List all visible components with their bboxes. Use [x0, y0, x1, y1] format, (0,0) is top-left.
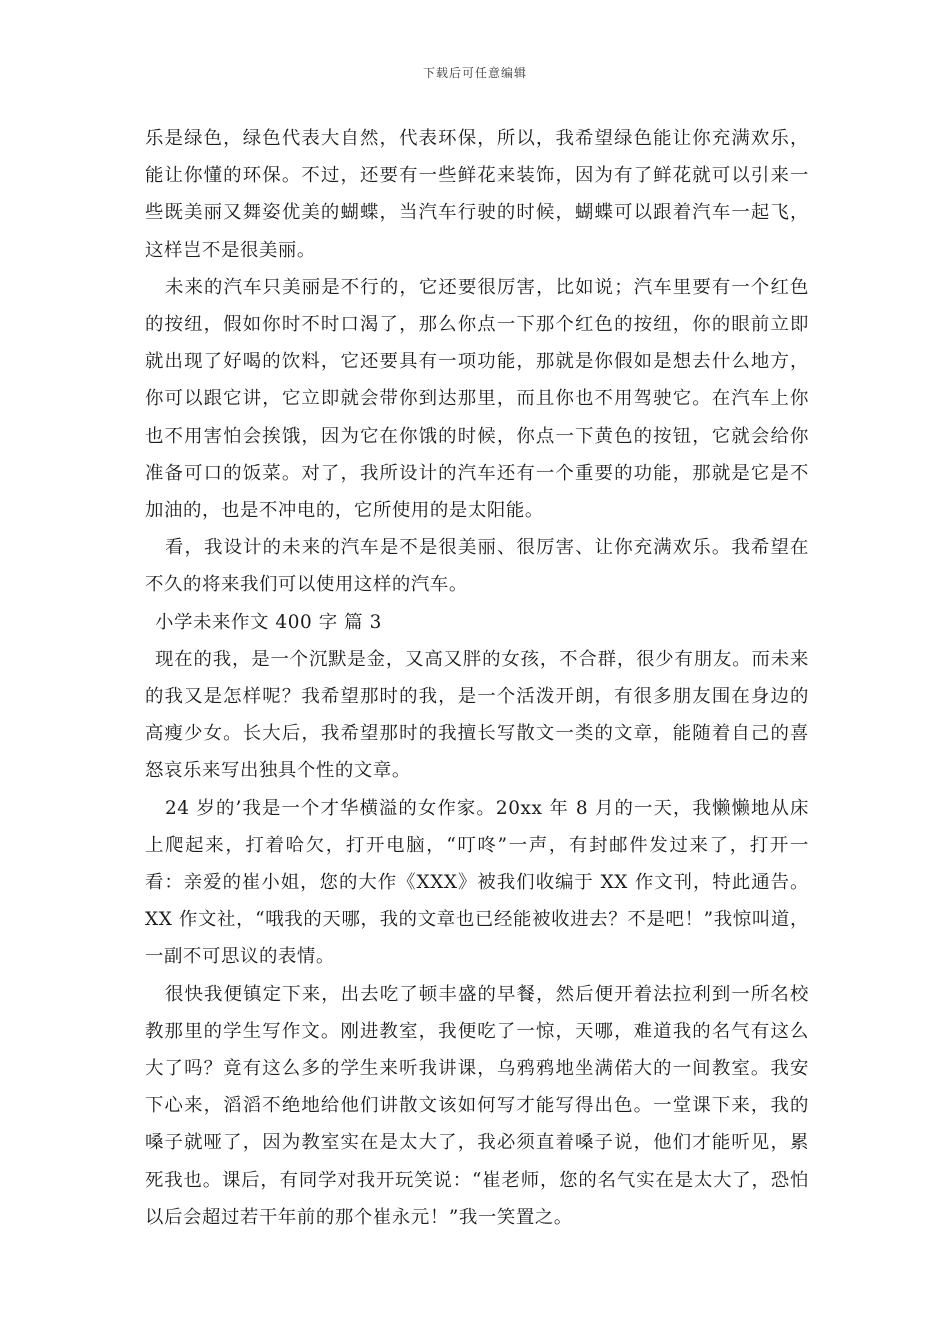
page-header-note: 下载后可任意编辑	[422, 66, 527, 80]
document-body	[145, 120, 809, 1236]
paragraph-present-self: 现在的我，是一个沉默是金，又高又胖的女孩，不合群，很少有朋友。而未来的我又是怎样呢？我希望那时的我，是一个活泼开朗，有很多朋友围在身边的高瘦少女。长大后，我希望那时的我擅长写散文一类的文章，能随着自己的喜怒哀乐来写出独具个性的文章。	[145, 648, 809, 782]
paragraph-future-car-features: 未来的汽车只美丽是不行的，它还要很厉害，比如说；汽车里要有一个红色的按纽，假如你时不时口渴了，那么你点一下那个红色的按纽，你的眼前立即就出现了好喝的饮料，它还要具有一项功能，那就是你假如是想去什么地方，你可以跟它讲，它立即就会带你到达那里，而且你也不用驾驶它。在汽车上你也不用害怕会挨饿，因为它在你饿的时候，你点一下黄色的按钮，它就会给你准备可口的饭菜。对了，我所设计的汽车还有一个重要的功能，那就是它是不加油的，也是不冲电的，它所使用的是太阳能。	[145, 276, 809, 522]
paragraph-writer-dream: 24 岁的’我是一个才华横溢的女作家。20xx 年 8 月的一天，我懒懒地从床上爬起来，打着哈欠，打开电脑，“叮咚”一声，有封邮件发过来了，打开一看：亲爱的崔小姐，您的大作《XXX》被我们收编于 XX 作文刊，特此通告。XX 作文社，“哦我的天哪，我的文章也已经能被收进去？不是吧！”我惊叫道，一副不可思议的表情。	[145, 797, 809, 968]
paragraph-conclusion: 看，我设计的未来的汽车是不是很美丽、很厉害、让你充满欢乐。我希望在不久的将来我们可以使用这样的汽车。	[145, 537, 809, 596]
paragraph-teaching-class: 很快我便镇定下来，出去吃了顿丰盛的早餐，然后便开着法拉利到一所名校教那里的学生写作文。刚进教室，我便吃了一惊，天哪，难道我的名气有这么大了吗？竟有这么多的学生来听我讲课，乌鸦鸦地坐满偌大的一间教室。我安下心来，滔滔不绝地给他们讲散文该如何写才能写得出色。一堂课下来，我的嗓子就哑了，因为教室实在是太大了，我必须直着嗓子说，他们才能听见，累死我也。课后，有同学对我开玩笑说：“崔老师，您的名气实在是太大了，恐怕以后会超过若干年前的那个崔永元！”我一笑置之。	[145, 983, 809, 1228]
section-title: 小学未来作文 400 字 篇 3	[155, 611, 382, 633]
paragraph-continued: 乐是绿色，绿色代表大自然，代表环保，所以，我希望绿色能让你充满欢乐，能让你懂的环保。不过，还要有一些鲜花来装饰，因为有了鲜花就可以引来一些既美丽又舞姿优美的蝴蝶，当汽车行驶的时候，蝴蝶可以跟着汽车一起飞，这样岂不是很美丽。	[145, 128, 809, 261]
